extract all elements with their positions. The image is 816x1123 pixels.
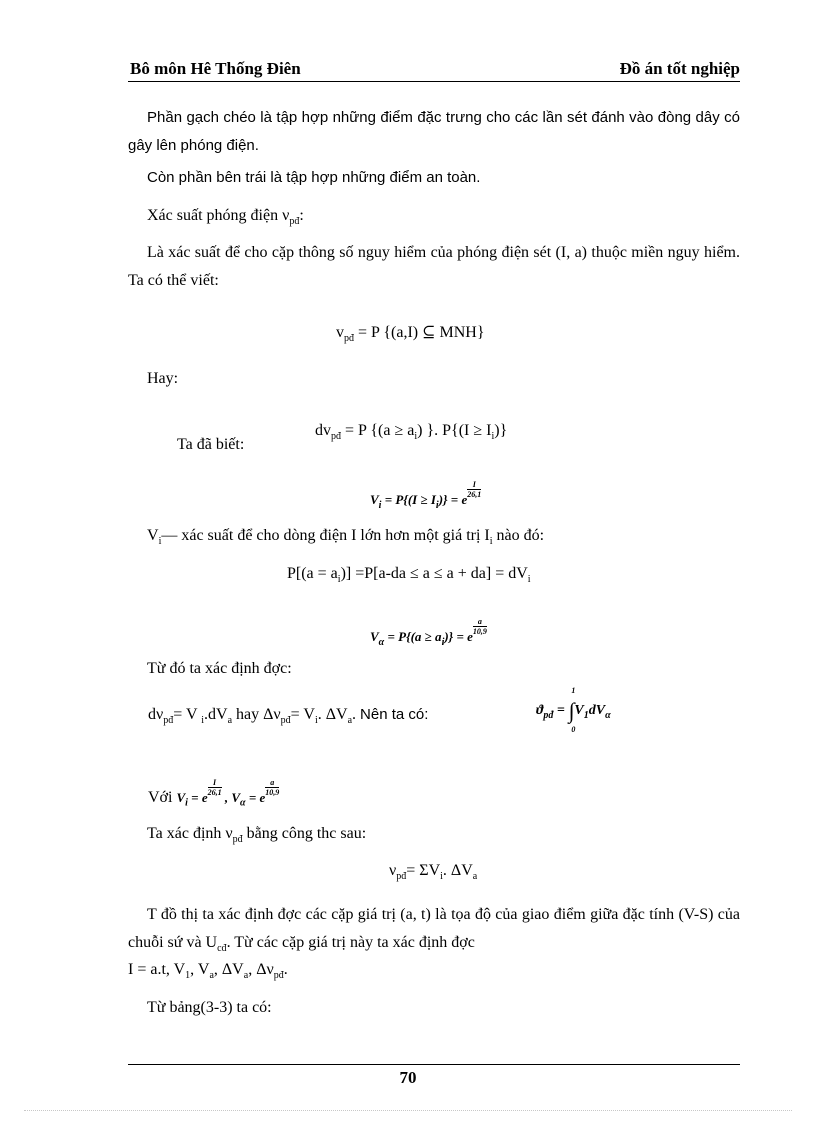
exponent-fraction: $\frac{a}{10,9}$ (472, 617, 487, 636)
paragraph-8: Từ đó ta xác định đợc: (147, 660, 292, 677)
paragraph-7: $V_i—$ xác suất để cho dòng điện I lớn hơn một giá trị $I_i$ nào đó: (147, 527, 545, 548)
paragraph-13: Từ bảng(3-3) ta có: (147, 999, 272, 1016)
equation-2: $dv_{pđ} = P$ {$(a \ge a_i)$ }. $P\{(I \ge I_i)\}$ (315, 422, 508, 443)
paragraph-3: Xác suất phóng điện $\nu_{pđ}$: (147, 207, 304, 228)
page-header (128, 59, 740, 82)
integral-sign: 1 ∫ 0 (568, 686, 576, 734)
paragraph-5: Hay: (147, 370, 179, 387)
page-edge-dots (24, 1110, 792, 1111)
paragraph-4: Là xác suất để cho cặp thông số nguy hiểm của phóng điện sét (I, a) thuộc miền nguy hiểm. Ta có thể viết: (128, 244, 740, 289)
paragraph-11: Ta xác định $\nu_{pđ}$ bằng công thc sau: (147, 825, 367, 846)
paragraph-6: Ta đã biết: (177, 436, 245, 453)
paragraph-1: Phần gạch chéo là tập hợp những điểm đặc trưng cho các lần sét đánh vào đòng dây có gây lên phóng điện. (128, 109, 740, 154)
equation-3: $V_i = P\{(I \ge I_i)\} = e$ $\frac{I}{26,1}$ (370, 480, 482, 511)
equation-8: Với $V_i = e$ $\frac{I}{26,1}$ , $V_\alpha = e$ $\frac{a}{10,9}$ (148, 778, 280, 809)
equation-5: $V_\alpha = P\{(a \ge a_i)\} = e$ $\frac{a}{10,9}$ (370, 617, 487, 648)
paragraph-2: Còn phần bên trái là tập hợp những điểm an toàn. (147, 169, 481, 186)
header-right: Đồ án tốt nghiệp (619, 59, 740, 78)
paragraph-12: T đồ thị ta xác định đợc các cặp giá trị (a, t) là tọa độ của giao điểm giữa đặc tính (V-S) của chuỗi sứ và $U_{cđ}$. Từ các cặp giá trị này ta xác định đợc (128, 906, 740, 955)
header-left: Bô môn Hê Thống Điên (130, 59, 301, 78)
equation-7: $ϑ_{pđ}$ = 1 ∫ 0 $V_1dV_\alpha$ (536, 686, 611, 734)
equation-1: $v_{pđ} = P$ {(a,I) ⊆ MNH} (336, 324, 485, 345)
equation-10: I = a.t, $V_1$, $V_a$, $\Delta V_a$, $\Delta\nu_{pđ}$. (128, 961, 288, 982)
exponent-fraction: $\frac{I}{26,1}$ (467, 480, 482, 499)
footer-rule (128, 1064, 740, 1065)
page-number: 70 (399, 1068, 417, 1087)
equation-4: $P[(a = a_i)] =P[a-da \le a \le a + da] = dV_i$ (287, 565, 531, 586)
equation-9: $\nu_{pđ}= \Sigma V_i$. $\Delta V_a$ (389, 862, 478, 883)
equation-6: $d\nu_{pđ}= V$ $_i.dV_a$ hay $\Delta\nu_{pđ}= V_i$. $\Delta V_a$. Nên ta có: (148, 706, 429, 727)
